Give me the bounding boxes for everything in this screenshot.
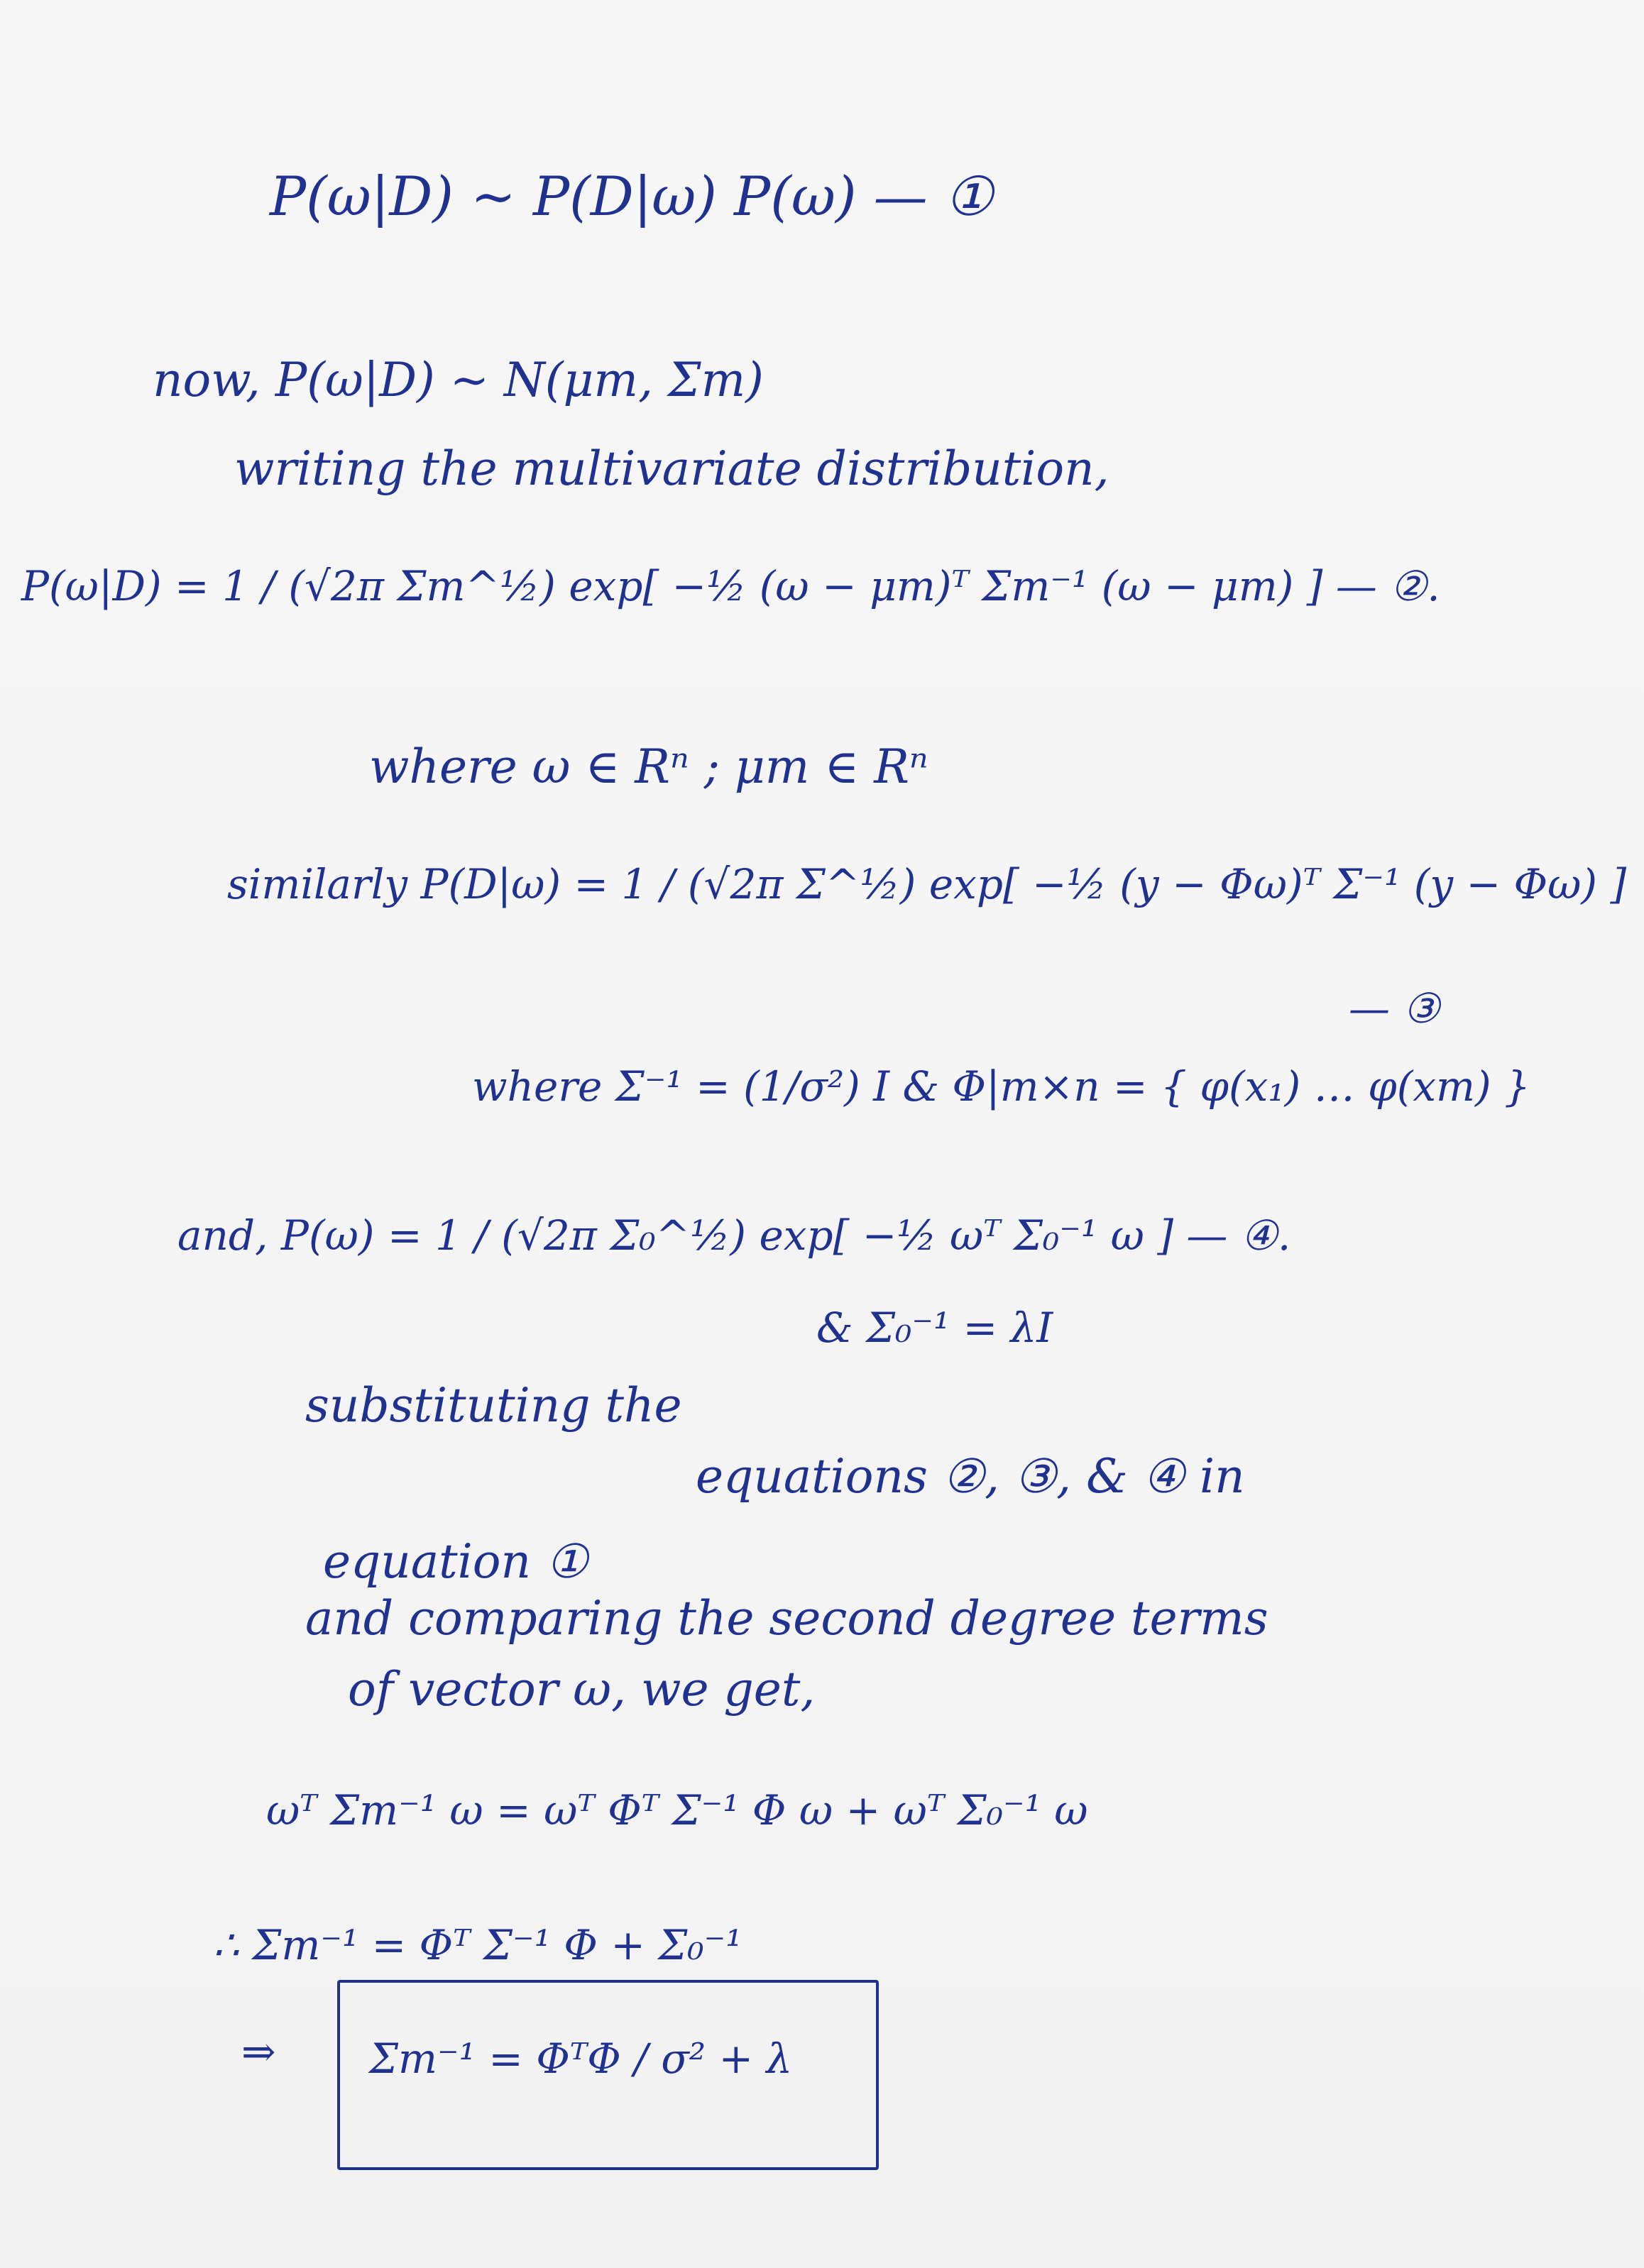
posterior-normal-statement: now, P(ω|D) ∼ N(μm, Σm) (153, 353, 764, 407)
equation-bayes-proportional: P(ω|D) ∼ P(D|ω) P(ω) — ① (270, 165, 993, 228)
equation-final-result: Σm⁻¹ = ΦᵀΦ / σ² + λ (369, 2035, 793, 2083)
multivariate-heading: writing the multivariate distribution, (234, 441, 1109, 496)
substituting-text: substituting the (305, 1378, 682, 1433)
equation-likelihood-density: similarly P(D|ω) = 1 / (√2π Σ^½) exp[ −½ (y − Φω)ᵀ Σ⁻¹ (y − Φω) ] (227, 860, 1627, 908)
comparing-text: and comparing the second degree terms (305, 1591, 1268, 1646)
equation-posterior-density: P(ω|D) = 1 / (√2π Σm^½) exp[ −½ (ω − μm)ᵀ Σm⁻¹ (ω − μm) ] — ②. (21, 562, 1440, 610)
implies-arrow: ⇒ (241, 2027, 276, 2076)
equation-prior-density: and, P(ω) = 1 / (√2π Σ₀^½) exp[ −½ ωᵀ Σ₀⁻¹ ω ] — ④. (177, 1211, 1291, 1260)
vector-text: of vector ω, we get, (348, 1662, 816, 1717)
equation-precision-sum: ∴ Σm⁻¹ = Φᵀ Σ⁻¹ Φ + Σ₀⁻¹ (213, 1921, 742, 1969)
equation-quadratic-forms: ωᵀ Σm⁻¹ ω = ωᵀ Φᵀ Σ⁻¹ Φ ω + ωᵀ Σ₀⁻¹ ω (266, 1786, 1088, 1834)
equations-list-text: equations ②, ③, & ④ in (696, 1449, 1245, 1504)
domain-statement-1: where ω ∈ Rⁿ ; μm ∈ Rⁿ (369, 739, 928, 794)
prior-precision-definition: & Σ₀⁻¹ = λI (816, 1304, 1053, 1352)
equation-3-label: — ③ (1349, 984, 1440, 1033)
equation-one-reference: equation ① (323, 1534, 588, 1589)
likelihood-definitions: where Σ⁻¹ = (1/σ²) I & Φ|m×n = { φ(x₁) … φ(xm) } (472, 1062, 1531, 1111)
